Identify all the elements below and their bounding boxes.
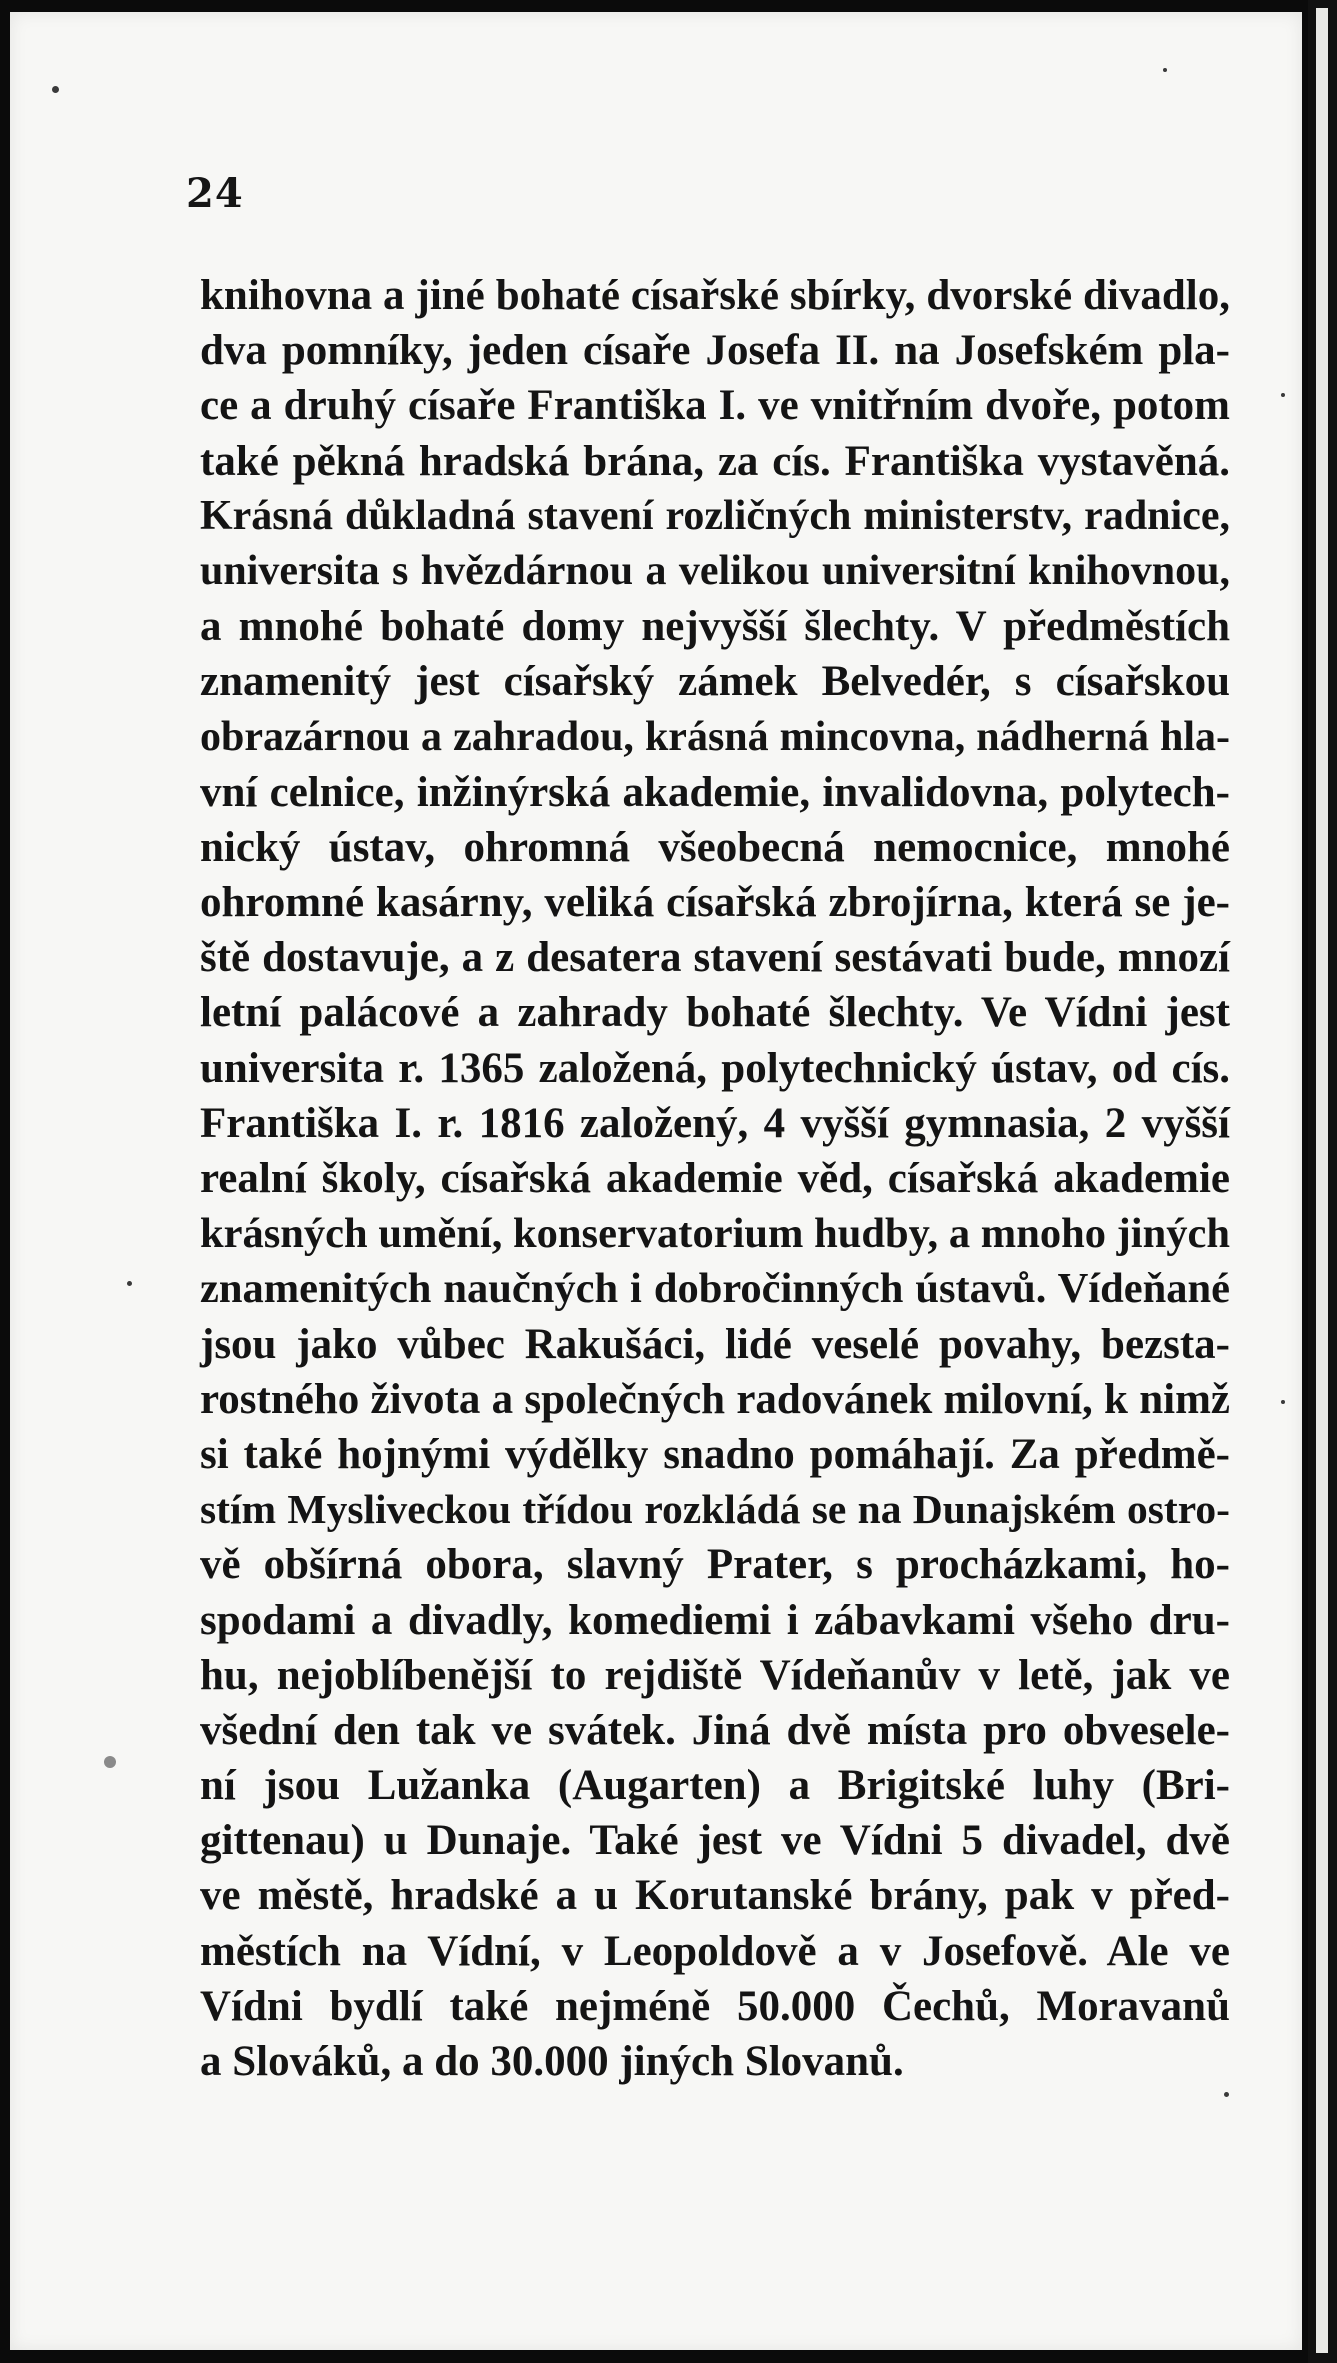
scan-speck xyxy=(52,86,59,93)
text-line: hu, nejoblíbenější to rejdiště Vídeňanův v letě, jak ve xyxy=(200,1651,1230,1699)
text-line: znamenitých naučných i dobročinných ústavů. Vídeňané xyxy=(200,1265,1230,1313)
text-line: všední den tak ve svátek. Jiná dvě místa pro obvesele- xyxy=(200,1706,1230,1754)
text-line: ště dostavuje, a z desatera stavení sestávati bude, mnozí xyxy=(200,934,1230,982)
text-line: dva pomníky, jeden císaře Josefa II. na Josefském pla- xyxy=(200,327,1230,375)
text-line: ve městě, hradské a u Korutanské brány, pak v před- xyxy=(200,1872,1230,1920)
text-line: ní jsou Lužanka (Augarten) a Brigitské luhy (Bri- xyxy=(200,1762,1230,1810)
text-line: spodami a divadly, komediemi i zábavkami všeho dru- xyxy=(200,1596,1230,1644)
text-line: letní palácové a zahrady bohaté šlechty. Ve Vídni jest xyxy=(200,989,1230,1037)
text-line: Krásná důkladná stavení rozličných ministerstv, radnice, xyxy=(200,492,1230,539)
text-line: ce a druhý císaře Františka I. ve vnitřním dvoře, potom xyxy=(200,382,1230,430)
page-number: 24 xyxy=(186,170,244,217)
text-line: universita s hvězdárnou a velikou universitní knihovnou, xyxy=(200,547,1230,594)
scan-speck xyxy=(1224,2092,1229,2097)
text-line: rostného života a společných radovánek milovní, k nimž xyxy=(200,1375,1230,1423)
text-line: stím Mysliveckou třídou rozkládá se na Dunajském ostro- xyxy=(200,1486,1230,1533)
text-line: si také hojnými výdělky snadno pomáhají. Za předmě- xyxy=(200,1430,1230,1478)
text-line: a mnohé bohaté domy nejvyšší šlechty. V předměstích xyxy=(200,603,1230,651)
text-line: Vídni bydlí také nejméně 50.000 Čechů, Moravanů xyxy=(200,1982,1230,2030)
text-line: gittenau) u Dunaje. Také jest ve Vídni 5 divadel, dvě xyxy=(200,1817,1230,1865)
text-line: nický ústav, ohromná všeobecná nemocnice, mnohé xyxy=(200,823,1230,871)
text-line: universita r. 1365 založená, polytechnický ústav, od cís. xyxy=(200,1044,1230,1092)
text-line: knihovna a jiné bohaté císařské sbírky, dvorské divadlo, xyxy=(200,272,1230,319)
text-line: jsou jako vůbec Rakušáci, lidé veselé povahy, bezsta- xyxy=(200,1320,1230,1368)
text-line: ohromné kasárny, veliká císařská zbrojírna, která se je- xyxy=(200,879,1230,927)
scan-speck xyxy=(104,1756,116,1768)
text-line: a Slováků, a do 30.000 jiných Slovanů. xyxy=(200,2038,904,2085)
text-line: krásných umění, konservatorium hudby, a mnoho jiných xyxy=(200,1210,1230,1258)
text-line: Františka I. r. 1816 založený, 4 vyšší gymnasia, 2 vyšší xyxy=(200,1099,1230,1147)
text-line: obrazárnou a zahradou, krásná mincovna, nádherná hla- xyxy=(200,713,1230,760)
next-page-edge xyxy=(1316,8,1328,2353)
scan-speck xyxy=(1281,393,1285,397)
scan-speck xyxy=(1281,1400,1285,1404)
text-line: vní celnice, inžinýrská akademie, invalidovna, polytech- xyxy=(200,768,1230,816)
scan-speck xyxy=(1163,68,1167,72)
scan-speck xyxy=(127,1281,132,1286)
text-line: znamenitý jest císařský zámek Belvedér, s císařskou xyxy=(200,658,1230,706)
page-body-text xyxy=(200,268,1230,2089)
text-line: městích na Vídní, v Leopoldově a v Josefově. Ale ve xyxy=(200,1927,1230,1975)
text-line: také pěkná hradská brána, za cís. Františka vystavěná. xyxy=(200,437,1230,485)
text-line: realní školy, císařská akademie věd, císařská akademie xyxy=(200,1155,1230,1202)
text-line: vě obšírná obora, slavný Prater, s procházkami, ho- xyxy=(200,1541,1230,1589)
